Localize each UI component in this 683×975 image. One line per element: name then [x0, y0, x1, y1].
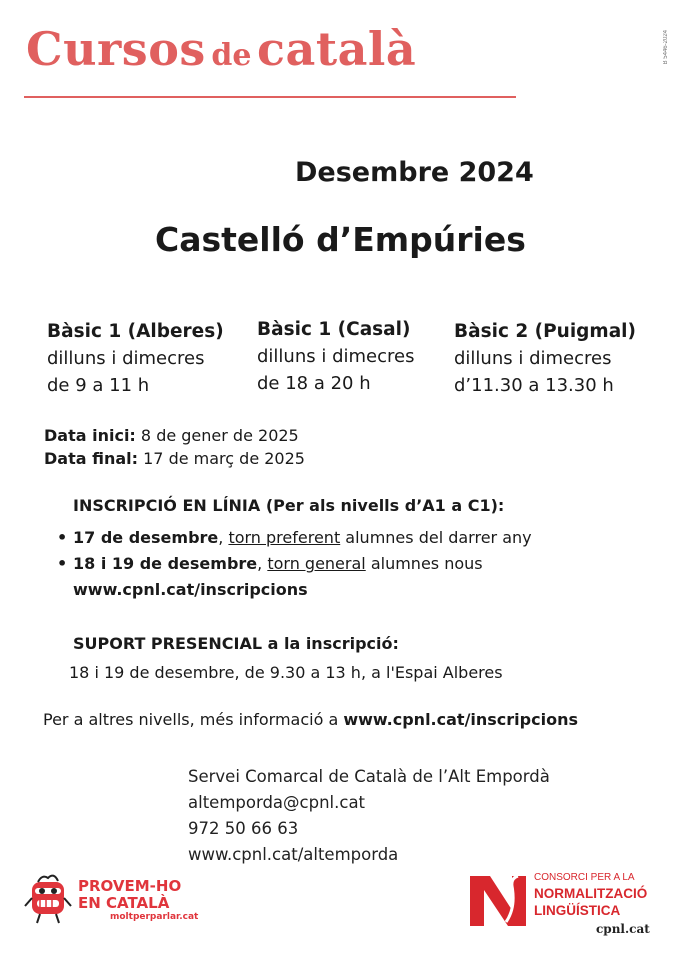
online-item2-turn: torn general — [267, 554, 366, 573]
end-date-label: Data final: — [44, 449, 139, 468]
cpnl-line3: LINGÜÍSTICA — [534, 903, 621, 918]
online-item-general — [57, 554, 483, 573]
course-dates — [44, 424, 305, 470]
contact-web[interactable]: www.cpnl.cat/altemporda — [188, 845, 399, 864]
course-days: dilluns i dimecres — [454, 348, 612, 369]
online-registration-link[interactable]: www.cpnl.cat/inscripcions — [73, 580, 308, 599]
course-block-basic1-casal — [257, 316, 414, 397]
contact-org: Servei Comarcal de Català de l’Alt Empordà — [188, 767, 550, 786]
course-hours: d’11.30 a 13.30 h — [454, 375, 614, 396]
online-item2-rest: alumnes nous — [365, 554, 483, 573]
end-date-value: 17 de març de 2025 — [143, 449, 305, 468]
other-levels-line — [43, 710, 578, 729]
course-hours: de 9 a 11 h — [47, 375, 150, 396]
online-item1-turn: torn preferent — [228, 528, 341, 547]
reference-code: B 5446-2024 — [663, 30, 669, 65]
course-name: Bàsic 2 (Puigmal) — [454, 321, 636, 342]
course-days: dilluns i dimecres — [257, 346, 415, 367]
start-date-label: Data inici: — [44, 426, 136, 445]
month-heading: Desembre 2024 — [295, 157, 534, 188]
contact-block — [188, 764, 550, 868]
provem-ho-logo — [24, 868, 199, 928]
support-heading: SUPORT PRESENCIAL a la inscripció: — [73, 634, 399, 653]
provem-ho-line1: PROVEM-HO — [78, 877, 182, 895]
online-item1-rest: alumnes del darrer any — [340, 528, 532, 547]
online-item2-date: 18 i 19 de desembre — [73, 554, 258, 573]
other-levels-link[interactable]: www.cpnl.cat/inscripcions — [343, 710, 578, 729]
title-word-catala: català — [257, 22, 417, 76]
course-name: Bàsic 1 (Casal) — [257, 319, 411, 340]
bullet-icon: • — [57, 528, 68, 547]
title-divider — [24, 96, 516, 98]
online-registration-heading: INSCRIPCIÓ EN LÍNIA (Per als nivells d’A1 a C1): — [73, 496, 505, 515]
end-date-line — [44, 447, 305, 470]
provem-ho-line2: EN CATALÀ — [78, 894, 170, 912]
page-title — [26, 22, 416, 76]
online-item2-sep: , — [257, 554, 268, 573]
provem-ho-site: moltperparlar.cat — [110, 912, 199, 922]
title-word-de: de — [211, 38, 252, 73]
other-levels-text: Per a altres nivells, més informació a — [43, 710, 344, 729]
contact-phone[interactable]: 972 50 66 63 — [188, 819, 299, 838]
start-date-value: 8 de gener de 2025 — [140, 426, 299, 445]
online-item1-sep: , — [218, 528, 229, 547]
start-date-line — [44, 424, 305, 447]
course-hours: de 18 a 20 h — [257, 373, 371, 394]
cpnl-logo — [468, 866, 658, 938]
online-item-preferent — [57, 528, 532, 547]
course-days: dilluns i dimecres — [47, 348, 205, 369]
cpnl-emblem-icon — [468, 870, 530, 930]
online-item1-date: 17 de desembre — [73, 528, 219, 547]
contact-email[interactable]: altemporda@cpnl.cat — [188, 793, 366, 812]
course-block-basic2-puigmal — [454, 318, 636, 399]
course-block-basic1-alberes — [47, 318, 224, 399]
support-detail: 18 i 19 de desembre, de 9.30 a 13 h, a l'Espai Alberes — [69, 663, 503, 682]
town-heading: Castelló d’Empúries — [155, 220, 526, 259]
bullet-icon: • — [57, 554, 68, 573]
cpnl-line1: CONSORCI PER A LA — [534, 872, 635, 883]
course-name: Bàsic 1 (Alberes) — [47, 321, 224, 342]
mascot-icon — [24, 868, 80, 928]
cpnl-site: cpnl.cat — [596, 922, 650, 936]
cpnl-line2: NORMALITZACIÓ — [534, 886, 648, 901]
title-word-cursos: Cursos — [26, 22, 206, 76]
